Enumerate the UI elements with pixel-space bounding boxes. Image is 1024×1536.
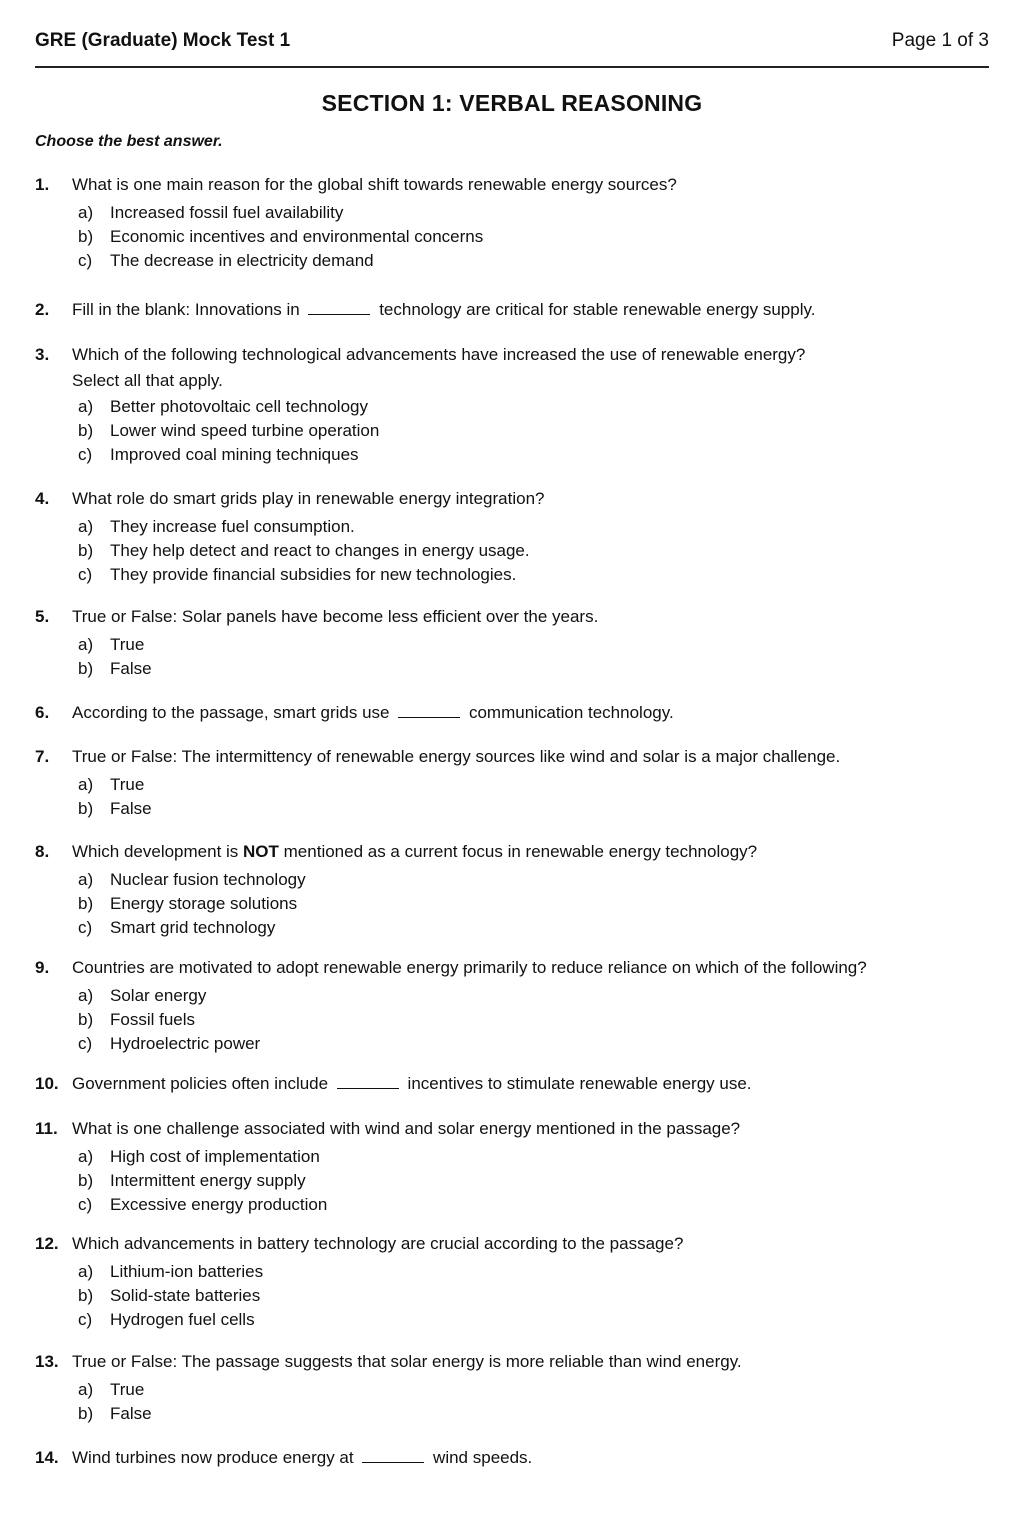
- question-number: 6.: [35, 703, 50, 722]
- question-number: 7.: [35, 747, 50, 766]
- option-text: High cost of implementation: [110, 1147, 320, 1166]
- fill-in-blank: [308, 300, 370, 315]
- option-text: Intermittent energy supply: [110, 1171, 306, 1190]
- option-text: Increased fossil fuel availability: [110, 203, 344, 222]
- option-text: Economic incentives and environmental concerns: [110, 227, 484, 246]
- option-text: False: [110, 1404, 152, 1423]
- option-letter: c): [78, 251, 93, 270]
- option-letter: c): [78, 918, 93, 937]
- question-text-part: Wind turbines now produce energy at: [72, 1448, 359, 1467]
- question-number: 13.: [35, 1352, 59, 1371]
- option-text: False: [110, 799, 152, 818]
- question-number: 4.: [35, 489, 50, 508]
- page-number: Page 1 of 3: [891, 30, 989, 51]
- option-text: They provide financial subsidies for new technologies.: [110, 565, 517, 584]
- question-text-part: technology are critical for stable renewable energy supply.: [374, 300, 816, 319]
- question-text: Which advancements in battery technology are crucial according to the passage?: [72, 1234, 684, 1253]
- option-text: True: [110, 1380, 145, 1399]
- question-text: True or False: The passage suggests that solar energy is more reliable than wind energy.: [72, 1352, 742, 1371]
- question-number: 12.: [35, 1234, 59, 1253]
- option-text: Solar energy: [110, 986, 207, 1005]
- fill-in-blank: [362, 1448, 424, 1463]
- option-letter: b): [78, 1010, 94, 1029]
- question-text: [72, 840, 992, 864]
- option-letter: b): [78, 894, 94, 913]
- question-text: [72, 701, 992, 725]
- option-text: They increase fuel consumption.: [110, 517, 355, 536]
- option-text: Fossil fuels: [110, 1010, 196, 1029]
- option-letter: b): [78, 659, 94, 678]
- question-text: What is one challenge associated with wind and solar energy mentioned in the passage?: [72, 1119, 741, 1138]
- page-header: [35, 28, 989, 68]
- question-text-part: Which development is: [72, 842, 244, 861]
- question-number: 3.: [35, 345, 50, 364]
- option-letter: b): [78, 799, 94, 818]
- question-number: 1.: [35, 175, 50, 194]
- option-text: Hydrogen fuel cells: [110, 1310, 255, 1329]
- question-text: True or False: The intermittency of renewable energy sources like wind and solar is a major challenge.: [72, 747, 841, 766]
- option-letter: c): [78, 1034, 93, 1053]
- document-title: GRE (Graduate) Mock Test 1: [35, 30, 291, 51]
- option-letter: a): [78, 397, 94, 416]
- option-letter: b): [78, 1171, 94, 1190]
- option-letter: a): [78, 517, 94, 536]
- option-letter: b): [78, 541, 94, 560]
- question-text-part: incentives to stimulate renewable energy use.: [402, 1074, 752, 1093]
- option-text: True: [110, 775, 145, 794]
- option-letter: a): [78, 203, 94, 222]
- option-text: Lithium-ion batteries: [110, 1262, 264, 1281]
- question-number: 2.: [35, 300, 50, 319]
- question-number: 10.: [35, 1074, 59, 1093]
- option-letter: a): [78, 1147, 94, 1166]
- option-letter: c): [78, 1195, 93, 1214]
- option-letter: c): [78, 565, 93, 584]
- question-text-part: Government policies often include: [72, 1074, 333, 1093]
- question-text-part: communication technology.: [464, 703, 674, 722]
- option-letter: b): [78, 1286, 94, 1305]
- question-text-part: According to the passage, smart grids use: [72, 703, 395, 722]
- option-letter: c): [78, 1310, 93, 1329]
- fill-in-blank: [337, 1074, 399, 1089]
- question-text-part: mentioned as a current focus in renewable energy technology?: [278, 842, 758, 861]
- section-title: SECTION 1: VERBAL REASONING: [321, 90, 703, 116]
- option-text: Hydroelectric power: [110, 1034, 261, 1053]
- option-letter: b): [78, 227, 94, 246]
- option-text: Improved coal mining techniques: [110, 445, 359, 464]
- question-number: 14.: [35, 1448, 59, 1467]
- question-text: [72, 298, 992, 322]
- option-letter: a): [78, 986, 94, 1005]
- question-number: 11.: [35, 1119, 58, 1138]
- question-number: 8.: [35, 842, 50, 861]
- question-text: What is one main reason for the global shift towards renewable energy sources?: [72, 175, 677, 194]
- option-letter: a): [78, 1380, 94, 1399]
- question-text: Countries are motivated to adopt renewable energy primarily to reduce reliance on which of the following?: [72, 958, 867, 977]
- option-text: Better photovoltaic cell technology: [110, 397, 368, 416]
- option-letter: a): [78, 775, 94, 794]
- option-text: Nuclear fusion technology: [110, 870, 306, 889]
- option-letter: b): [78, 421, 94, 440]
- fill-in-blank: [398, 703, 460, 718]
- question-number: 5.: [35, 607, 50, 626]
- question-text: What role do smart grids play in renewable energy integration?: [72, 489, 545, 508]
- instruction-text: Choose the best answer.: [35, 133, 223, 150]
- question-text: [72, 1072, 992, 1096]
- option-text: Excessive energy production: [110, 1195, 328, 1214]
- question-text: True or False: Solar panels have become less efficient over the years.: [72, 607, 599, 626]
- option-letter: a): [78, 635, 94, 654]
- option-text: Solid-state batteries: [110, 1286, 261, 1305]
- option-text: They help detect and react to changes in energy usage.: [110, 541, 530, 560]
- option-letter: a): [78, 1262, 94, 1281]
- option-letter: a): [78, 870, 94, 889]
- option-text: The decrease in electricity demand: [110, 251, 374, 270]
- option-text: Energy storage solutions: [110, 894, 298, 913]
- option-text: Lower wind speed turbine operation: [110, 421, 380, 440]
- question-text: [72, 1446, 992, 1470]
- question-subtext: Select all that apply.: [72, 371, 223, 390]
- option-letter: b): [78, 1404, 94, 1423]
- question-text-part: wind speeds.: [428, 1448, 533, 1467]
- question-text: Which of the following technological advancements have increased the use of renewable energy?: [72, 345, 806, 364]
- question-number: 9.: [35, 958, 50, 977]
- option-text: True: [110, 635, 145, 654]
- option-text: Smart grid technology: [110, 918, 276, 937]
- option-letter: c): [78, 445, 93, 464]
- option-text: False: [110, 659, 152, 678]
- question-emphasis: NOT: [243, 842, 279, 861]
- question-text-part: Fill in the blank: Innovations in: [72, 300, 305, 319]
